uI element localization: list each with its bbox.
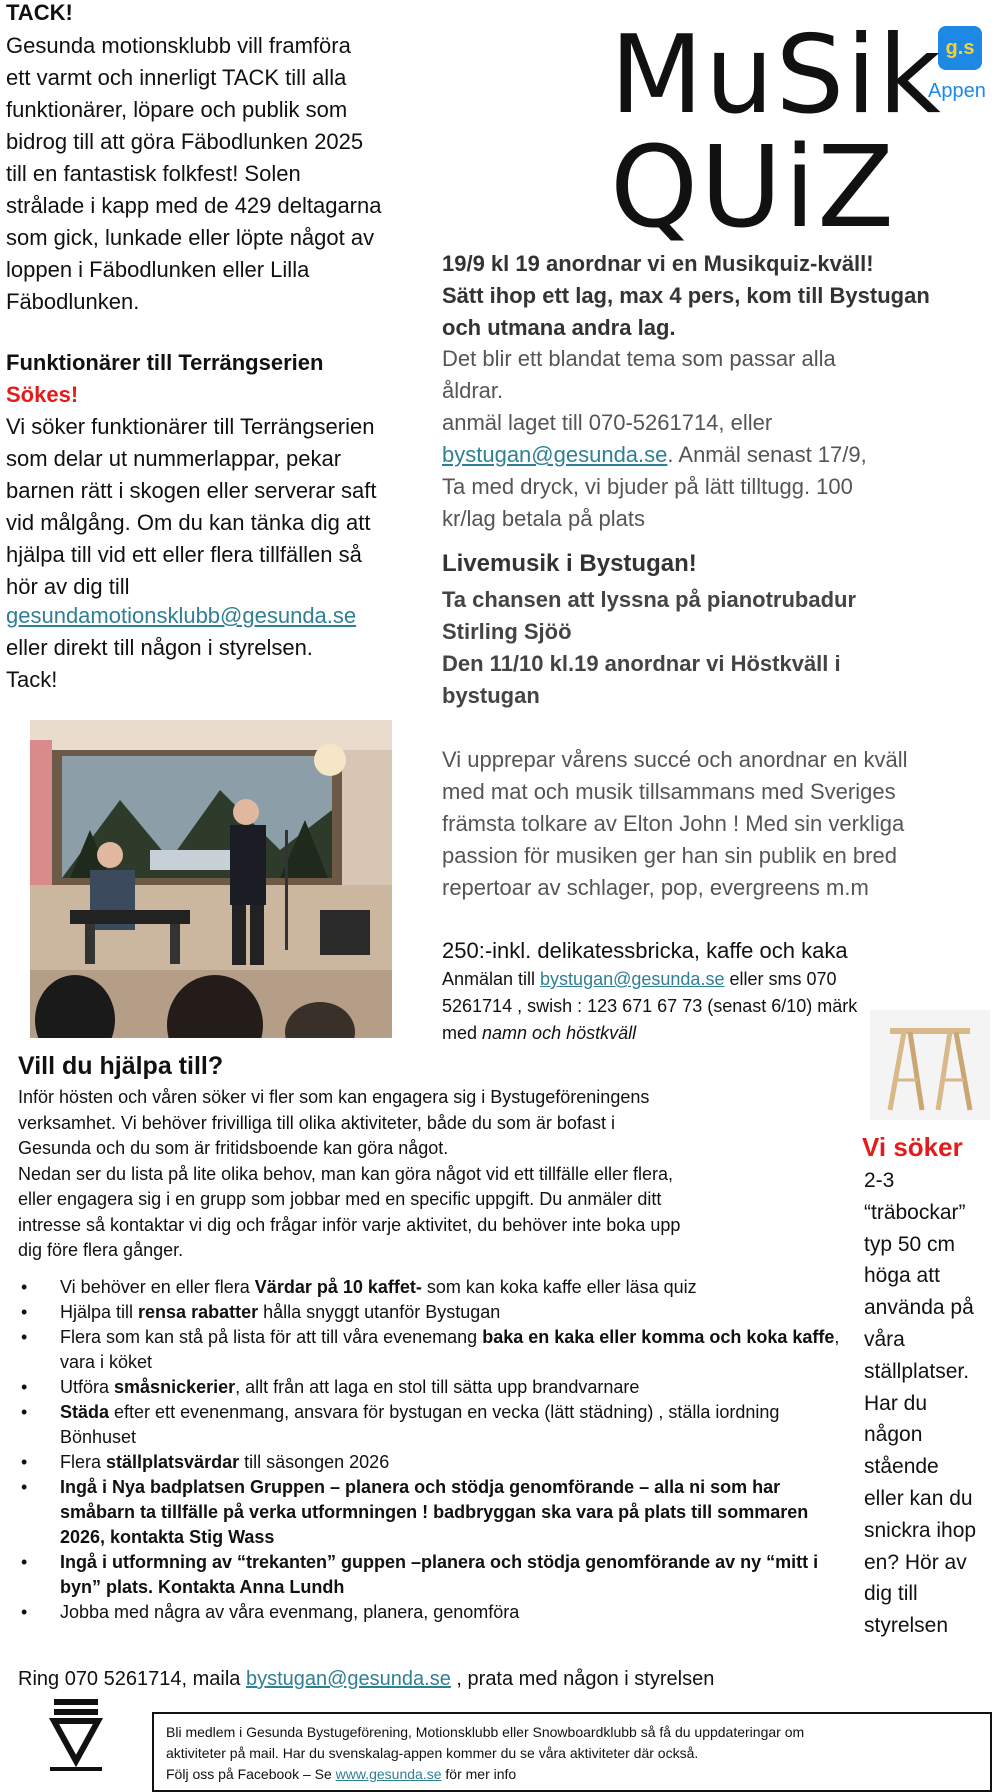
website-link[interactable]: www.gesunda.se: [335, 1766, 442, 1782]
vill-intro: [18, 1085, 858, 1264]
vi-soker-line: våra: [864, 1327, 905, 1351]
vi-soker-line: 2-3: [864, 1169, 895, 1192]
vi-soker-line: någon: [864, 1423, 923, 1447]
vi-soker-line: eller kan du: [864, 1486, 973, 1510]
quiz-detail-line: Det blir ett blandat tema som passar alla: [442, 346, 836, 371]
quiz-detail-line: Ta med dryck, vi bjuder på lätt tilltugg. 100: [442, 474, 853, 499]
quiz-detail-line: åldrar.: [442, 378, 504, 403]
funktionarer-line: Vi söker funktionärer till Terrängserien: [6, 414, 375, 439]
tack-line: Gesunda motionsklubb vill framföra: [6, 33, 351, 58]
live-music-photo: [30, 720, 392, 1038]
tack-line: som gick, lunkade eller löpte något av: [6, 225, 375, 250]
vill-list-item: • Flera som kan stå på lista för att till våra evenemang baka en kaka eller komma och koka kaffe, vara i köket: [18, 1325, 848, 1375]
motionsklubb-email-link[interactable]: gesundamotionsklubb@gesunda.se: [6, 603, 357, 628]
membership-follow: Följ oss på Facebook – Se: [166, 1766, 336, 1782]
registration-prefix: Anmälan till: [442, 969, 541, 989]
registration-swish: 5261714 , swish : 123 671 67 73 (senast 6/10) märk: [442, 996, 858, 1016]
vi-soker-text: [864, 1165, 1000, 1642]
vi-soker-line: ställplatser.: [864, 1359, 970, 1383]
quiz-detail-line: anmäl laget till 070-5261714, eller: [442, 410, 773, 435]
membership-line: Bli medlem i Gesunda Bystugeförening, Motionsklubb eller Snowboardklubb så få du uppdateringar om: [166, 1724, 805, 1740]
funktionarer-line: hjälpa till vid ett eller flera tillfällen så: [6, 542, 362, 567]
musikquiz-heading-line1: MuSik: [610, 13, 943, 138]
tack-line: till en fantastisk folkfest! Solen: [6, 161, 301, 186]
funktionarer-paragraph: [6, 411, 446, 603]
quiz-bold-line: och utmana andra lag.: [442, 315, 676, 340]
tack-line: funktionärer, löpare och publik som: [6, 97, 348, 122]
vill-intro-line: Gesunda och du som är fritidsboende kan göra något.: [18, 1138, 449, 1158]
vi-soker-line: stående: [864, 1455, 939, 1479]
bystugan-email-link[interactable]: bystugan@gesunda.se: [442, 442, 668, 467]
vi-soker-line: dig till: [864, 1582, 918, 1606]
bystugan-email-link-3[interactable]: bystugan@gesunda.se: [245, 1668, 451, 1690]
contact-suffix: , prata med någon i styrelsen: [450, 1668, 715, 1690]
quiz-detail-line: kr/lag betala på plats: [442, 506, 646, 531]
app-label[interactable]: Appen: [928, 80, 986, 102]
membership-box: [152, 1712, 992, 1792]
quiz-deadline-text: . Anmäl senast 17/9,: [667, 442, 867, 467]
membership-line: aktiviteter på mail. Har du svenskalag-appen kommer du se våra aktiviteter där också.: [166, 1745, 699, 1761]
vill-list-item: • Flera ställplatsvärdar till säsongen 2026: [18, 1450, 848, 1475]
vill-intro-line: verksamhet. Vi behöver frivilliga till olika aktiviteter, både du som är bofast i: [18, 1112, 615, 1133]
livemusik-title: Livemusik i Bystugan!: [442, 550, 697, 577]
sokes-label: Sökes!: [6, 382, 79, 407]
tack-title: TACK!: [6, 0, 73, 25]
vill-intro-line: dig före flera gånger.: [18, 1240, 184, 1260]
funktionarer-line: hör av dig till: [6, 574, 130, 599]
tack-line: ett varmt och innerligt TACK till alla: [6, 65, 347, 90]
livemusik-bold-line: Ta chansen att lyssna på pianotrubadur: [442, 587, 857, 612]
quiz-bold-line: Sätt ihop ett lag, max 4 pers, kom till Bystugan: [442, 283, 930, 308]
livemusik-price: 250:-inkl. delikatessbricka, kaffe och kaka: [442, 938, 848, 963]
tack-line: Fäbodlunken.: [6, 289, 140, 314]
tack-line: bidrog till att göra Fäbodlunken 2025: [6, 129, 364, 154]
funktionarer-title: Funktionärer till Terrängserien: [6, 350, 324, 375]
livemusik-subtitle: [442, 584, 1000, 712]
livemusik-body-line: med mat och musik tillsammans med Sveriges: [442, 779, 896, 804]
vill-list: [18, 1275, 848, 1625]
vill-list-item: • Städa efter ett evenenmang, ansvara för bystugan en vecka (lätt städning) , ställa iordning Bönhuset: [18, 1400, 848, 1450]
livemusik-bold-line: Stirling Sjöö: [442, 619, 572, 644]
vi-soker-line: använda på: [864, 1296, 974, 1320]
vill-intro-line: Nedan ser du lista på lite olika behov, man kan göra något vid ett tillfälle eller flera,: [18, 1163, 674, 1184]
contact-prefix: Ring 070 5261714, maila: [18, 1668, 246, 1690]
vi-soker-line: Har du: [864, 1391, 928, 1415]
funktionarer-line: vid målgång. Om du kan tänka dig att: [6, 510, 371, 535]
vill-list-item: • Vi behöver en eller flera Värdar på 10 kaffet- som kan koka kaffe eller läsa quiz: [18, 1275, 848, 1300]
livemusik-bold-line: Den 11/10 kl.19 anordnar vi Höstkväll i: [442, 651, 841, 676]
registration-line3-prefix: med: [442, 1023, 483, 1043]
livemusik-body-line: passion för musiken ger han sin publik en bred: [442, 843, 897, 868]
livemusik-body-line: repertoar av schlager, pop, evergreens m.m: [442, 875, 869, 900]
bystugeforening-logo: [40, 1695, 120, 1777]
registration-suffix: eller sms 070: [724, 969, 837, 989]
vi-soker-line: styrelsen: [864, 1614, 949, 1638]
funktionarer-line: barnen rätt i skogen eller serverar saft: [6, 478, 377, 503]
vill-list-item: • Ingå i utformning av “trekanten” guppen –planera och stödja genomförande av ny “mitt i byn” plats. Kontakta Anna Lundh: [18, 1550, 848, 1600]
contact-line: [18, 1668, 714, 1691]
vill-list-item: • Ingå i Nya badplatsen Gruppen – planera och stödja genomförande – alla ni som har småbarn ta tillfälle på verka utformningen ! badbryggan ska vara på plats till sommaren 2026, kontakta Stig Wass: [18, 1475, 848, 1550]
membership-more-info: för mer info: [441, 1766, 517, 1782]
vi-soker-line: en? Hör av: [864, 1550, 967, 1574]
app-icon[interactable]: g.s: [938, 26, 982, 70]
vill-list-item: • Utföra småsnickerier, allt från att laga en stol till sätta upp brandvarnare: [18, 1375, 848, 1400]
livemusik-bold-line: bystugan: [442, 683, 540, 708]
vi-soker-line: höga att: [864, 1264, 940, 1288]
vill-list-item: • Jobba med några av våra evenmang, planera, genomföra: [18, 1600, 848, 1625]
vi-soker-line: typ 50 cm: [864, 1232, 956, 1256]
vi-soker-line: snickra ihop: [864, 1518, 977, 1542]
tack-line: strålade i kapp med de 429 deltagarna: [6, 193, 382, 218]
livemusik-body-line: främsta tolkare av Elton John ! Med sin verkliga: [442, 811, 905, 836]
vill-list-item: • Hjälpa till rensa rabatter hålla snyggt utanför Bystugan: [18, 1300, 848, 1325]
vi-soker-title: Vi söker: [862, 1132, 963, 1162]
vill-intro-line: intresse så kontaktar vi dig och frågar inför varje aktivitet, du behöver inte boka upp: [18, 1214, 681, 1235]
registration-mark: namn och höstkväll: [482, 1023, 637, 1043]
vill-intro-line: eller engagera sig i en grupp som jobbar med en specific uppgift. Du anmäler ditt: [18, 1189, 662, 1209]
tack-line: loppen i Fäbodlunken eller Lilla: [6, 257, 310, 282]
bystugan-email-link-2[interactable]: bystugan@gesunda.se: [540, 969, 725, 989]
contact-board-text: eller direkt till någon i styrelsen.: [6, 635, 313, 660]
livemusik-body-line: Vi upprepar vårens succé och anordnar en kväll: [442, 747, 908, 772]
quiz-announcement: [442, 248, 1000, 344]
tack-closing: Tack!: [6, 667, 58, 692]
musikquiz-heading-line2: QUiZ: [610, 123, 896, 253]
funktionarer-line: som delar ut nummerlappar, pekar: [6, 446, 342, 471]
tack-paragraph: [6, 30, 446, 318]
sawhorse-image: [870, 1010, 990, 1120]
vi-soker-line: “träbockar”: [864, 1200, 966, 1224]
quiz-bold-line: 19/9 kl 19 anordnar vi en Musikquiz-kväll!: [442, 251, 874, 276]
vill-intro-line: Inför hösten och våren söker vi fler som kan engagera sig i Bystugeföreningens: [18, 1087, 650, 1107]
quiz-details: [442, 343, 1000, 535]
vill-title: Vill du hjälpa till?: [18, 1052, 224, 1080]
livemusik-description: [442, 744, 1000, 904]
